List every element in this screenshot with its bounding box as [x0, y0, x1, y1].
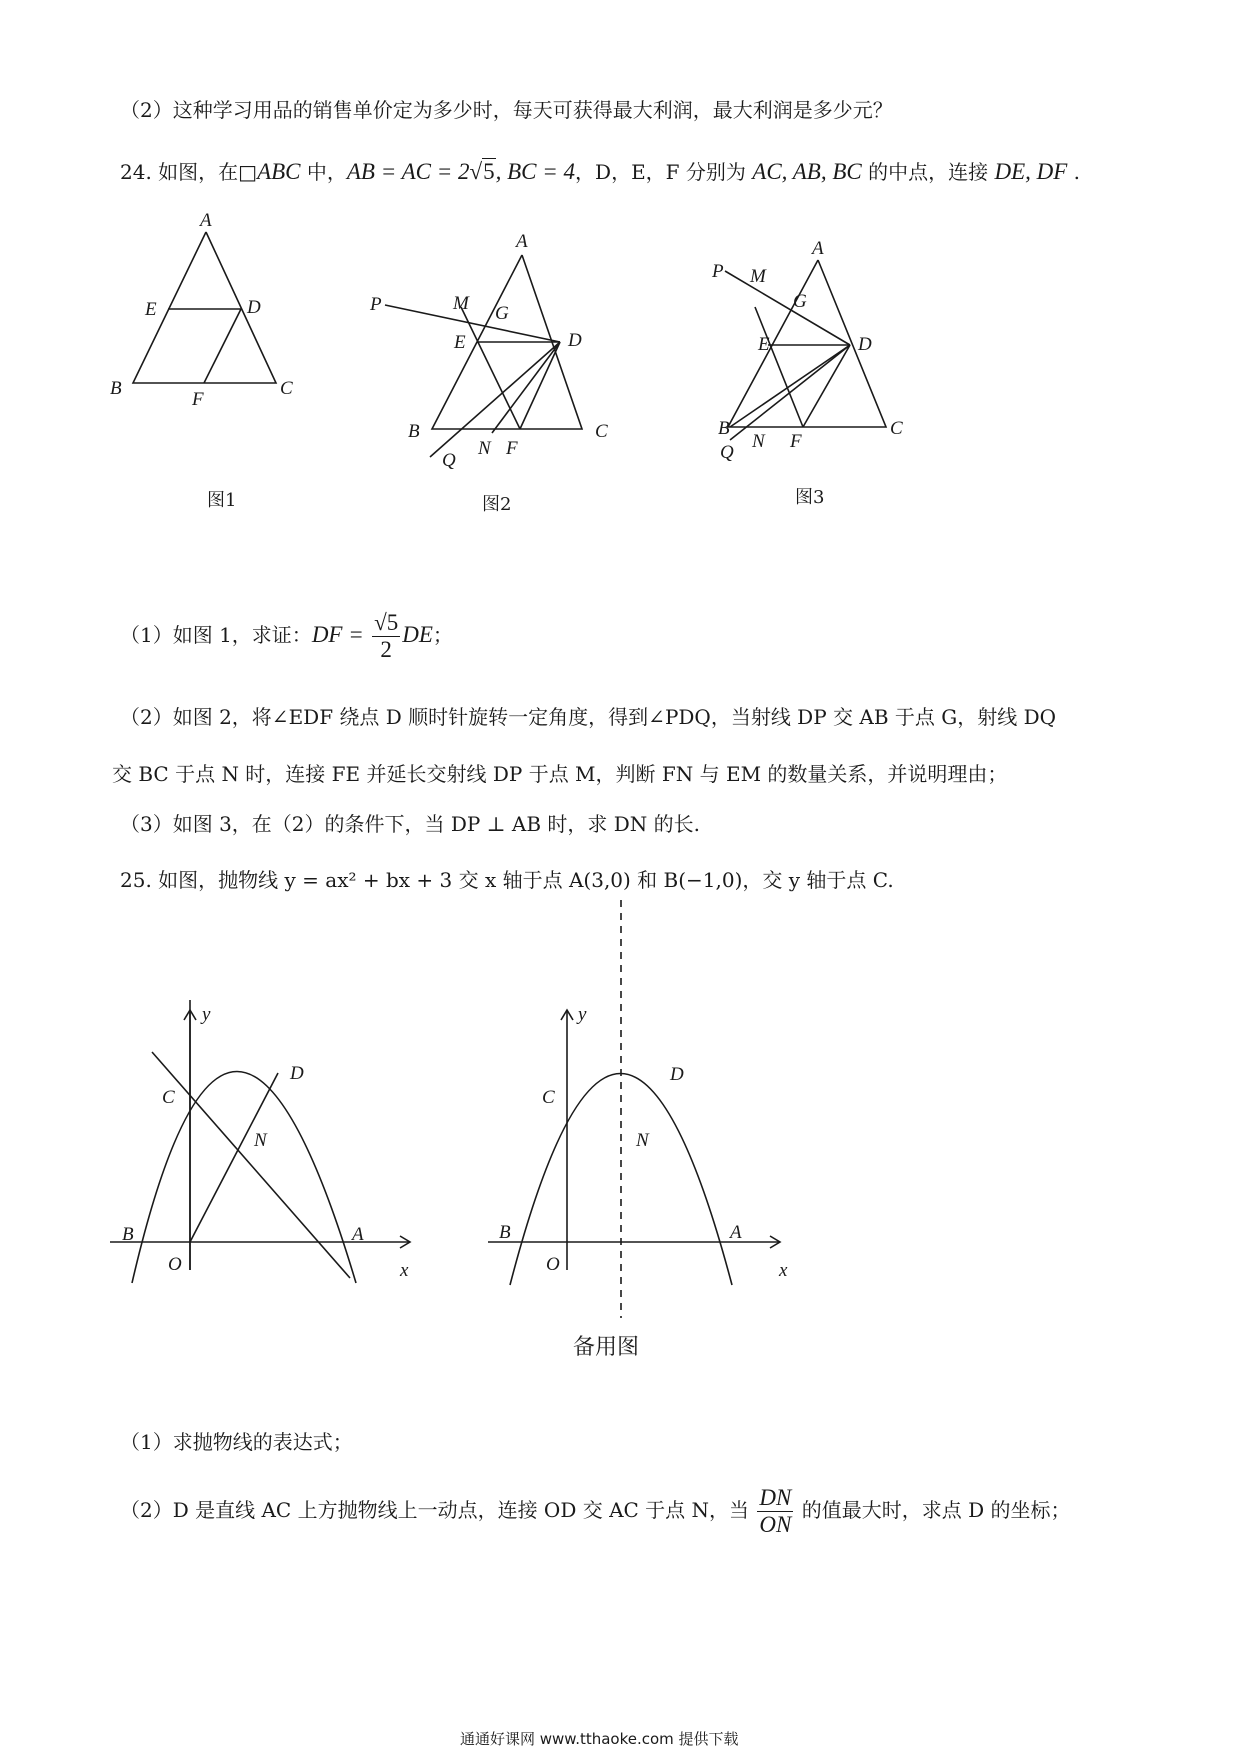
figure-1 — [110, 210, 370, 442]
label-A: A — [200, 210, 212, 231]
label-D: D — [290, 1063, 304, 1084]
parabola-figure-main — [110, 1000, 430, 1300]
label-A: A — [812, 238, 824, 259]
q24-part2-line2: 交 BC 于点 N 时，连接 FE 并延长交射线 DP 于点 M，判断 FN 与 EM 的数量关系，并说明理由； — [112, 762, 1008, 786]
fraction-sqrt5-over-2: $\frac{√5}{2}$ — [374, 610, 399, 662]
parabola-figure-spare — [480, 900, 800, 1320]
label-D: D — [858, 334, 872, 355]
label-C: C — [595, 421, 608, 442]
label-C: C — [542, 1087, 555, 1108]
label-x: x — [779, 1260, 788, 1281]
label-B: B — [122, 1224, 134, 1245]
label-B: B — [110, 378, 122, 399]
label-F: F — [506, 438, 518, 459]
caption-fig2: 图2 — [482, 494, 512, 515]
q25-part2: （2）D 是直线 AC 上方抛物线上一动点，连接 OD 交 AC 于点 N，当 $\frac{DN}{ON}$ 的值最大时，求点 D 的坐标； — [120, 1485, 1071, 1537]
label-C: C — [280, 378, 293, 399]
label-A: A — [516, 231, 528, 252]
label-C: C — [890, 418, 903, 439]
label-O: O — [168, 1254, 182, 1275]
label-N: N — [254, 1130, 267, 1151]
figure-2 — [370, 230, 630, 471]
label-Q: Q — [720, 442, 734, 463]
label-y: y — [578, 1004, 587, 1025]
label-P: P — [712, 261, 724, 282]
label-N: N — [478, 438, 491, 459]
label-y: y — [202, 1004, 211, 1025]
label-G: G — [793, 291, 807, 312]
q23-part2: （2）这种学习用品的销售单价定为多少时，每天可获得最大利润，最大利润是多少元？ — [120, 98, 893, 122]
q24-part3: （3）如图 3，在（2）的条件下，当 DP ⊥ AB 时，求 DN 的长. — [120, 812, 701, 836]
label-D: D — [247, 297, 261, 318]
q24-part2-line1: （2）如图 2，将∠EDF 绕点 D 顺时针旋转一定角度，得到∠PDQ，当射线 DP 交 AB 于点 G，射线 DQ — [120, 705, 1057, 729]
label-M: M — [750, 266, 766, 287]
label-A: A — [730, 1222, 742, 1243]
label-F: F — [790, 431, 802, 452]
q25-stem: 25. 如图，抛物线 y = ax² + bx + 3 交 x 轴于点 A(3,0) 和 B(−1,0)，交 y 轴于点 C. — [120, 868, 894, 892]
label-E: E — [145, 299, 157, 320]
q24-part1: （1）如图 1，求证：DF = $\frac{√5}{2}$ DE； — [120, 610, 453, 662]
label-B: B — [499, 1222, 511, 1243]
label-D: D — [568, 330, 582, 351]
page-footer: 通通好课网 www.tthaoke.com 提供下载 — [460, 1730, 739, 1748]
caption-fig3: 图3 — [795, 487, 825, 508]
label-O: O — [546, 1254, 560, 1275]
label-E: E — [758, 334, 770, 355]
q24-stem: 24. 如图，在□ABC 中，AB = AC = 2√5, BC = 4，D，E，F 分别为 AC, AB, BC 的中点，连接 DE, DF . — [120, 159, 1081, 184]
label-F: F — [192, 389, 204, 410]
label-E: E — [454, 332, 466, 353]
label-A: A — [352, 1224, 364, 1245]
figure-3 — [700, 225, 930, 465]
label-C: C — [162, 1087, 175, 1108]
fraction-dn-over-on: $\frac{DN}{ON}$ — [759, 1485, 792, 1537]
label-N: N — [636, 1130, 649, 1151]
label-x: x — [400, 1260, 409, 1281]
caption-spare: 备用图 — [573, 1335, 640, 1360]
label-B: B — [408, 421, 420, 442]
caption-fig1: 图1 — [207, 490, 237, 511]
label-Q: Q — [442, 450, 456, 471]
label-G: G — [495, 303, 509, 324]
label-M: M — [453, 293, 469, 314]
q25-part1: （1）求抛物线的表达式； — [120, 1430, 353, 1454]
label-D: D — [670, 1064, 684, 1085]
label-P: P — [370, 294, 382, 315]
label-B: B — [718, 418, 730, 439]
label-N: N — [752, 431, 765, 452]
